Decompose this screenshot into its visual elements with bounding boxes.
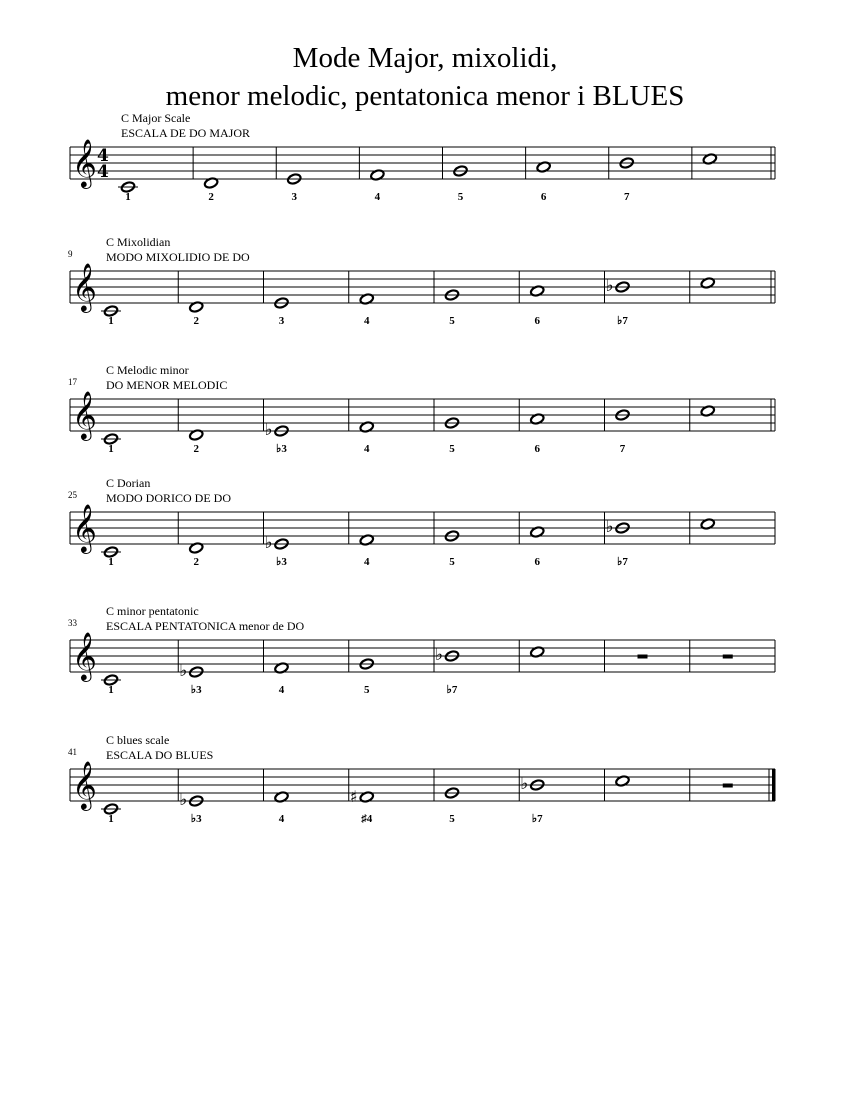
scale-degree-label: ♭7 [617,556,628,568]
measure-number: 25 [68,490,77,500]
scale-degree-label: ♭7 [446,684,458,696]
flat-icon: ♭ [605,517,614,537]
scale-degree-label: 4 [364,315,370,327]
time-signature-bottom: 4 [97,162,109,182]
scale-degree-label: 5 [449,556,455,568]
scale-degree-label: 5 [457,191,464,203]
scale-degree-label: 2 [193,556,199,568]
flat-icon: ♭ [264,420,273,440]
scale-degree-label: 6 [540,191,547,203]
scale-name-catalan: ESCALA DO BLUES [106,748,214,762]
scale-degree-label: 1 [108,443,114,455]
flat-icon: ♭ [179,790,188,810]
treble-clef-icon: 𝄞 [72,138,97,187]
measure-number: 33 [68,618,77,628]
scale-degree-label: 3 [278,315,285,327]
scale-degree-label: 5 [449,813,455,825]
scale-degree-label: 7 [624,191,630,203]
scale-name-catalan: ESCALA DE DO MAJOR [121,126,251,140]
scale-degree-label: 2 [193,443,199,455]
scale-degree-label: 1 [108,684,114,696]
scale-degree-label: 5 [449,443,455,455]
scale-degree-label: ♭3 [190,684,202,696]
scale-degree-label: 5 [364,684,370,696]
page-title-line-2: menor melodic, pentatonica menor i BLUES [165,80,685,112]
scale-name-catalan: MODO MIXOLIDIO DE DO [106,250,250,264]
measure-number: 9 [68,249,73,259]
measure-number: 17 [68,377,77,387]
final-barline-thick [772,769,776,801]
treble-clef-icon: 𝄞 [72,503,97,552]
scale-degree-label: ♭3 [190,813,202,825]
treble-clef-icon: 𝄞 [72,631,97,680]
scale-name-english: C Dorian [106,476,151,490]
scale-degree-label: 1 [125,191,131,203]
scale-degree-label: 4 [364,556,370,568]
scale-name-english: C blues scale [106,733,170,747]
flat-icon: ♭ [605,276,614,296]
scale-degree-label: 2 [208,191,214,203]
scale-degree-label: ♭7 [617,315,628,327]
scale-degree-label: 3 [291,191,297,203]
scale-degree-label: 4 [278,684,285,696]
treble-clef-icon: 𝄞 [72,390,97,439]
flat-icon: ♭ [264,533,273,553]
half-rest [723,784,733,788]
scale-degree-label: ♭3 [276,443,287,455]
page-title-line-1: Mode Major, mixolidi, [292,42,558,74]
flat-icon: ♭ [435,645,444,665]
scale-degree-label: ♯4 [361,813,373,825]
half-rest [723,655,733,659]
scale-name-english: C Melodic minor [106,363,189,377]
scale-degree-label: 1 [108,556,114,568]
flat-icon: ♭ [520,774,529,794]
scale-name-english: C Mixolidian [106,235,171,249]
scale-degree-label: 5 [449,315,455,327]
scale-degree-label: 1 [108,315,114,327]
measure-number: 41 [68,747,77,757]
treble-clef-icon: 𝄞 [72,760,97,809]
scale-name-catalan: MODO DORICO DE DO [106,491,231,505]
scale-name-english: C Major Scale [121,111,191,125]
treble-clef-icon: 𝄞 [72,262,97,311]
scale-degree-label: 6 [534,315,540,327]
sharp-icon: ♯ [349,787,358,806]
scale-name-catalan: DO MENOR MELODIC [106,378,228,392]
scale-degree-label: 6 [534,556,540,568]
scale-degree-label: 1 [108,813,114,825]
scale-degree-label: 2 [193,315,199,327]
scale-degree-label: 4 [278,813,285,825]
time-signature-top: 4 [97,146,109,166]
half-rest [638,655,648,659]
scale-name-english: C minor pentatonic [106,604,199,618]
scale-name-catalan: ESCALA PENTATONICA menor de DO [106,619,305,633]
scale-degree-label: 4 [364,443,370,455]
flat-icon: ♭ [179,661,188,681]
scale-degree-label: ♭7 [531,813,543,825]
scale-degree-label: ♭3 [276,556,287,568]
scale-degree-label: 6 [534,443,540,455]
scale-degree-label: 4 [374,191,381,203]
scale-degree-label: 7 [619,443,626,455]
